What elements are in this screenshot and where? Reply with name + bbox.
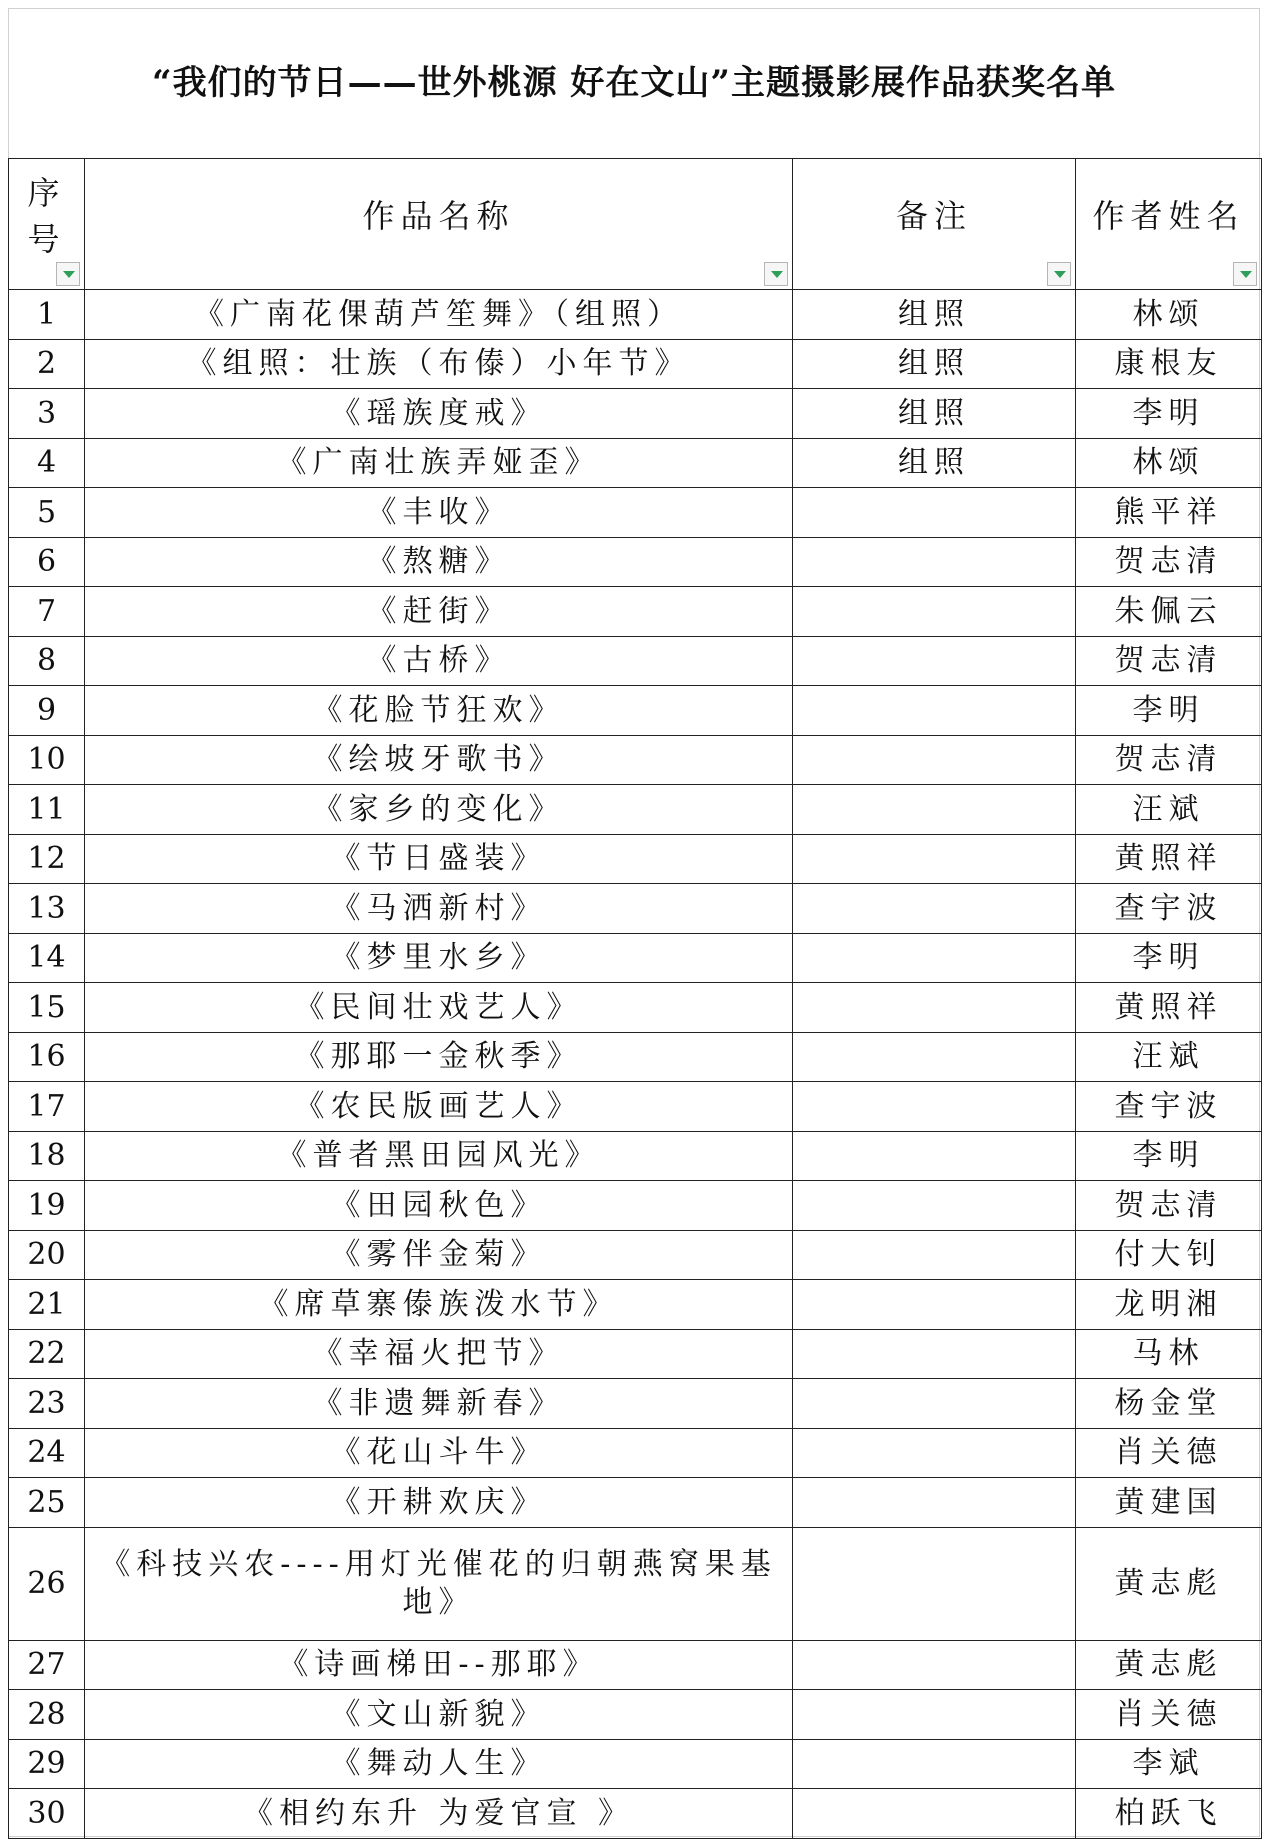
cell-author[interactable]: 肖关德 [1076,1428,1262,1478]
cell-author[interactable]: 龙明湘 [1076,1280,1262,1330]
cell-work[interactable]: 《农民版画艺人》 [85,1082,793,1132]
table-row [9,488,1262,538]
cell-work[interactable]: 《文山新貌》 [85,1690,793,1740]
cell-author[interactable]: 杨金堂 [1076,1379,1262,1429]
table-row [9,834,1262,884]
cell-author[interactable]: 付大钊 [1076,1230,1262,1280]
cell-author[interactable]: 贺志清 [1076,636,1262,686]
cell-work[interactable]: 《马洒新村》 [85,884,793,934]
table-row [9,1181,1262,1231]
table-row [9,1131,1262,1181]
table-row [9,537,1262,587]
cell-work[interactable]: 《组照：壮族（布傣）小年节》 [85,339,793,389]
cell-work[interactable]: 《梦里水乡》 [85,933,793,983]
table-row [9,389,1262,439]
cell-work[interactable]: 《开耕欢庆》 [85,1478,793,1528]
table-row [9,933,1262,983]
cell-no[interactable]: 30 [9,1789,85,1839]
table-row [9,983,1262,1033]
cell-note[interactable]: 组照 [793,339,1076,389]
cell-no[interactable]: 29 [9,1739,85,1789]
table-row [9,884,1262,934]
cell-note[interactable] [793,1032,1076,1082]
cell-author[interactable]: 李明 [1076,1131,1262,1181]
cell-no[interactable]: 6 [9,537,85,587]
cell-note[interactable] [793,537,1076,587]
cell-work[interactable]: 《那耶一金秋季》 [85,1032,793,1082]
cell-no[interactable]: 14 [9,933,85,983]
header-work [85,159,793,290]
table-row [9,587,1262,637]
cell-work[interactable]: 《家乡的变化》 [85,785,793,835]
table-row [9,339,1262,389]
cell-author[interactable]: 柏跃飞 [1076,1789,1262,1839]
table-row [9,438,1262,488]
cell-note[interactable] [793,1131,1076,1181]
awards-table [8,158,1262,1839]
header-note [793,159,1076,290]
cell-no[interactable]: 12 [9,834,85,884]
table-row [9,686,1262,736]
cell-author[interactable]: 朱佩云 [1076,587,1262,637]
cell-note[interactable] [793,1280,1076,1330]
cell-author[interactable]: 黄照祥 [1076,983,1262,1033]
cell-work[interactable]: 《绘坡牙歌书》 [85,735,793,785]
header-row [9,159,1262,290]
cell-author[interactable]: 李明 [1076,686,1262,736]
cell-author[interactable]: 李斌 [1076,1739,1262,1789]
cell-work[interactable]: 《熬糖》 [85,537,793,587]
cell-author[interactable]: 马林 [1076,1329,1262,1379]
cell-work[interactable]: 《古桥》 [85,636,793,686]
cell-note[interactable] [793,1739,1076,1789]
cell-no[interactable]: 28 [9,1690,85,1740]
cell-no[interactable]: 15 [9,983,85,1033]
cell-author[interactable]: 查宇波 [1076,884,1262,934]
cell-work[interactable]: 《科技兴农----用灯光催花的归朝燕窝果基地》 [85,1527,793,1640]
cell-no[interactable]: 17 [9,1082,85,1132]
cell-author[interactable]: 黄志彪 [1076,1527,1262,1640]
cell-no[interactable]: 3 [9,389,85,439]
table-row [9,1789,1262,1839]
cell-author[interactable]: 肖关德 [1076,1690,1262,1740]
table-row [9,1640,1262,1690]
cell-note[interactable] [793,1789,1076,1839]
table-row [9,636,1262,686]
cell-no[interactable]: 5 [9,488,85,538]
cell-work[interactable]: 《雾伴金菊》 [85,1230,793,1280]
table-row [9,1739,1262,1789]
table-row [9,1280,1262,1330]
cell-no[interactable]: 1 [9,290,85,340]
cell-work[interactable]: 《花脸节狂欢》 [85,686,793,736]
cell-note[interactable] [793,587,1076,637]
cell-note[interactable] [793,1379,1076,1429]
cell-note[interactable] [793,1478,1076,1528]
cell-note[interactable] [793,686,1076,736]
cell-author[interactable]: 汪斌 [1076,1032,1262,1082]
table-row [9,290,1262,340]
cell-work[interactable]: 《诗画梯田--那耶》 [85,1640,793,1690]
cell-no[interactable]: 8 [9,636,85,686]
cell-work[interactable]: 《丰收》 [85,488,793,538]
cell-work[interactable]: 《民间壮戏艺人》 [85,983,793,1033]
cell-note[interactable] [793,1640,1076,1690]
cell-work[interactable]: 《田园秋色》 [85,1181,793,1231]
cell-work[interactable]: 《广南花倮葫芦笙舞》（组照） [85,290,793,340]
cell-note[interactable] [793,636,1076,686]
cell-work[interactable]: 《赶街》 [85,587,793,637]
cell-note[interactable] [793,1690,1076,1740]
cell-author[interactable]: 林颂 [1076,290,1262,340]
table-row [9,1032,1262,1082]
page-title: “我们的节日——世外桃源 好在文山”主题摄影展作品获奖名单 [152,63,1116,103]
cell-no[interactable]: 27 [9,1640,85,1690]
header-no [9,159,85,290]
table-row [9,1478,1262,1528]
cell-work[interactable]: 《普者黑田园风光》 [85,1131,793,1181]
cell-note[interactable] [793,1230,1076,1280]
table-row [9,1329,1262,1379]
cell-author[interactable]: 李明 [1076,933,1262,983]
cell-note[interactable] [793,983,1076,1033]
table-row [9,735,1262,785]
cell-author[interactable]: 黄照祥 [1076,834,1262,884]
cell-author[interactable]: 贺志清 [1076,537,1262,587]
cell-work[interactable]: 《花山斗牛》 [85,1428,793,1478]
cell-note[interactable] [793,1329,1076,1379]
cell-work[interactable]: 《广南壮族弄娅歪》 [85,438,793,488]
filter-dropdown-icon[interactable] [764,262,788,286]
cell-no[interactable]: 23 [9,1379,85,1429]
cell-author[interactable]: 黄志彪 [1076,1640,1262,1690]
table-row [9,1230,1262,1280]
cell-note[interactable] [793,933,1076,983]
cell-note[interactable] [793,488,1076,538]
cell-author[interactable]: 林颂 [1076,438,1262,488]
cell-note[interactable]: 组照 [793,290,1076,340]
cell-work[interactable]: 《节日盛装》 [85,834,793,884]
cell-no[interactable]: 25 [9,1478,85,1528]
cell-note[interactable] [793,785,1076,835]
cell-author[interactable]: 贺志清 [1076,1181,1262,1231]
header-author-label: 作者姓名 [1092,197,1245,235]
cell-work[interactable]: 《非遗舞新春》 [85,1379,793,1429]
cell-work[interactable]: 《瑶族度戒》 [85,389,793,439]
cell-work[interactable]: 《舞动人生》 [85,1739,793,1789]
cell-author[interactable]: 查宇波 [1076,1082,1262,1132]
cell-no[interactable]: 22 [9,1329,85,1379]
cell-work[interactable]: 《幸福火把节》 [85,1329,793,1379]
header-work-label: 作品名称 [362,197,515,235]
cell-author[interactable]: 贺志清 [1076,735,1262,785]
cell-no[interactable]: 7 [9,587,85,637]
cell-author[interactable]: 熊平祥 [1076,488,1262,538]
cell-no[interactable]: 11 [9,785,85,835]
cell-note[interactable] [793,1082,1076,1132]
cell-note[interactable] [793,735,1076,785]
cell-note[interactable]: 组照 [793,389,1076,439]
header-no-label: 序号 [27,174,66,258]
cell-no[interactable]: 2 [9,339,85,389]
header-note-label: 备注 [895,197,972,235]
cell-note[interactable] [793,1428,1076,1478]
cell-author[interactable]: 康根友 [1076,339,1262,389]
header-author [1076,159,1262,290]
table-row [9,1082,1262,1132]
cell-note[interactable] [793,834,1076,884]
table-row [9,1527,1262,1640]
cell-note[interactable] [793,1527,1076,1640]
cell-no[interactable]: 13 [9,884,85,934]
cell-no[interactable]: 26 [9,1527,85,1640]
cell-no[interactable]: 20 [9,1230,85,1280]
cell-no[interactable]: 9 [9,686,85,736]
cell-no[interactable]: 10 [9,735,85,785]
cell-note[interactable] [793,1181,1076,1231]
cell-note[interactable] [793,884,1076,934]
cell-note[interactable]: 组照 [793,438,1076,488]
filter-dropdown-icon[interactable] [1047,262,1071,286]
table-row [9,785,1262,835]
cell-no[interactable]: 16 [9,1032,85,1082]
filter-dropdown-icon[interactable] [1233,262,1257,286]
table-row [9,1428,1262,1478]
cell-author[interactable]: 李明 [1076,389,1262,439]
cell-no[interactable]: 19 [9,1181,85,1231]
cell-no[interactable]: 21 [9,1280,85,1330]
cell-author[interactable]: 黄建国 [1076,1478,1262,1528]
cell-no[interactable]: 18 [9,1131,85,1181]
filter-dropdown-icon[interactable] [56,262,80,286]
cell-no[interactable]: 4 [9,438,85,488]
cell-work[interactable]: 《席草寨傣族泼水节》 [85,1280,793,1330]
cell-author[interactable]: 汪斌 [1076,785,1262,835]
table-row [9,1690,1262,1740]
cell-work[interactable]: 《相约东升 为爱官宣 》 [85,1789,793,1839]
table-row [9,1379,1262,1429]
cell-no[interactable]: 24 [9,1428,85,1478]
